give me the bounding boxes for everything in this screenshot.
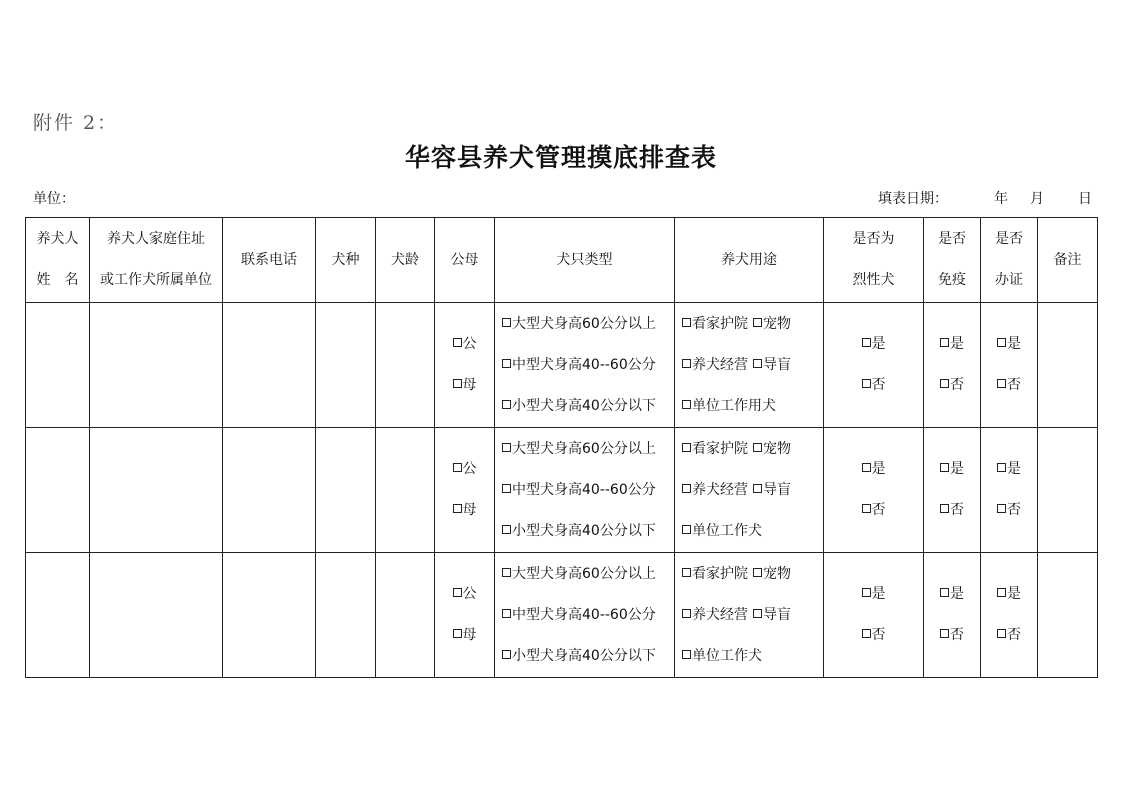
purpose-option[interactable]: 养犬经营 [682,607,748,623]
purpose-option[interactable]: 看家护院 [682,566,748,582]
vaccinated-yes-checkbox[interactable]: 是 [924,449,980,490]
date-label: 填表日期： [878,191,948,207]
checkbox-icon[interactable] [453,504,462,513]
licensed-cell [981,428,1038,553]
purpose-line [682,345,823,386]
vaccinated-no-checkbox[interactable]: 否 [924,615,980,656]
checkbox-icon[interactable] [453,629,462,638]
purpose-option[interactable]: 养犬经营 [682,357,748,373]
checkbox-icon[interactable] [502,359,511,368]
aggressive-no-checkbox[interactable]: 否 [824,490,923,531]
checkbox-icon[interactable] [997,463,1006,472]
checkbox-icon[interactable] [502,443,511,452]
checkbox-icon[interactable] [682,650,691,659]
aggressive-no-checkbox[interactable]: 否 [824,615,923,656]
purpose-option[interactable]: 养犬经营 [682,482,748,498]
purpose-line [682,386,823,427]
vaccinated-yes-checkbox[interactable]: 是 [924,574,980,615]
sex-male-checkbox[interactable]: 公 [435,574,494,615]
checkbox-icon[interactable] [862,588,871,597]
date-line [878,188,1092,208]
address-cell[interactable] [90,303,223,428]
checkbox-icon[interactable] [753,484,762,493]
age-cell[interactable] [376,553,435,678]
checkbox-icon[interactable] [862,379,871,388]
address-cell[interactable] [90,553,223,678]
type-medium-checkbox[interactable]: 中型犬身高40--60公分 [502,470,674,511]
checkbox-icon[interactable] [502,525,511,534]
dog-type-cell [495,553,675,678]
purpose-cell [675,428,824,553]
dog-type-cell [495,428,675,553]
purpose-option[interactable]: 单位工作用犬 [682,398,776,414]
aggressive-cell [824,553,924,678]
form-title: 华容县养犬管理摸底排查表 [404,143,717,172]
purpose-option[interactable]: 单位工作犬 [682,648,762,664]
vaccinated-cell [924,303,981,428]
licensed-yes-checkbox[interactable]: 是 [981,449,1037,490]
table-row [26,553,1098,678]
checkbox-icon[interactable] [682,443,691,452]
type-small-checkbox[interactable]: 小型犬身高40公分以下 [502,386,674,427]
checkbox-icon[interactable] [502,484,511,493]
sex-female-checkbox[interactable]: 母 [435,490,494,531]
purpose-option[interactable]: 看家护院 [682,441,748,457]
checkbox-icon[interactable] [453,588,462,597]
col-sex: 公母 [435,218,495,303]
checkbox-icon[interactable] [862,338,871,347]
phone-cell[interactable] [223,428,316,553]
phone-cell[interactable] [223,553,316,678]
survey-table [25,217,1098,678]
purpose-option[interactable]: 导盲 [753,357,791,373]
licensed-yes-checkbox[interactable]: 是 [981,324,1037,365]
col-breed: 犬种 [316,218,376,303]
licensed-yes-checkbox[interactable]: 是 [981,574,1037,615]
checkbox-icon[interactable] [682,318,691,327]
purpose-cell [675,553,824,678]
licensed-no-checkbox[interactable]: 否 [981,490,1037,531]
type-large-checkbox[interactable]: 大型犬身高60公分以上 [502,554,674,595]
attachment-label: 附件 2： [33,112,119,134]
aggressive-no-checkbox[interactable]: 否 [824,365,923,406]
breed-cell[interactable] [316,553,376,678]
month-label: 月 [1030,191,1044,207]
type-large-checkbox[interactable]: 大型犬身高60公分以上 [502,304,674,345]
sex-male-checkbox[interactable]: 公 [435,324,494,365]
purpose-cell [675,303,824,428]
checkbox-icon[interactable] [997,338,1006,347]
type-small-checkbox[interactable]: 小型犬身高40公分以下 [502,636,674,677]
type-small-checkbox[interactable]: 小型犬身高40公分以下 [502,511,674,552]
checkbox-icon[interactable] [940,338,949,347]
checkbox-icon[interactable] [997,379,1006,388]
checkbox-icon[interactable] [940,379,949,388]
checkbox-icon[interactable] [453,379,462,388]
purpose-option[interactable]: 宠物 [753,316,791,332]
checkbox-icon[interactable] [997,629,1006,638]
vaccinated-cell [924,428,981,553]
vaccinated-cell [924,553,981,678]
type-large-checkbox[interactable]: 大型犬身高60公分以上 [502,429,674,470]
col-dog-type: 犬只类型 [495,218,675,303]
owner-name-cell[interactable] [26,303,90,428]
checkbox-icon[interactable] [682,525,691,534]
purpose-option[interactable]: 宠物 [753,441,791,457]
aggressive-yes-checkbox[interactable]: 是 [824,324,923,365]
vaccinated-yes-checkbox[interactable]: 是 [924,324,980,365]
unit-label: 单位： [33,191,75,207]
type-medium-checkbox[interactable]: 中型犬身高40--60公分 [502,345,674,386]
licensed-cell [981,553,1038,678]
checkbox-icon[interactable] [502,609,511,618]
checkbox-icon[interactable] [940,588,949,597]
checkbox-icon[interactable] [940,463,949,472]
col-phone: 联系电话 [223,218,316,303]
col-aggressive: 是否为 烈性犬 [824,218,924,303]
age-cell[interactable] [376,428,435,553]
checkbox-icon[interactable] [682,359,691,368]
checkbox-icon[interactable] [502,568,511,577]
checkbox-icon[interactable] [453,338,462,347]
purpose-line [682,304,823,345]
checkbox-icon[interactable] [862,463,871,472]
table-row [26,303,1098,428]
year-label: 年 [994,191,1008,207]
purpose-line [682,595,823,636]
remarks-cell[interactable] [1038,553,1098,678]
col-address: 养犬人家庭住址 或工作犬所属单位 [90,218,223,303]
day-label: 日 [1078,191,1092,207]
checkbox-icon[interactable] [940,629,949,638]
licensed-cell [981,303,1038,428]
licensed-no-checkbox[interactable]: 否 [981,365,1037,406]
aggressive-yes-checkbox[interactable]: 是 [824,574,923,615]
col-owner-name: 养犬人 姓 名 [26,218,90,303]
owner-name-cell[interactable] [26,553,90,678]
checkbox-icon[interactable] [940,504,949,513]
checkbox-icon[interactable] [682,568,691,577]
checkbox-icon[interactable] [753,609,762,618]
checkbox-icon[interactable] [682,484,691,493]
checkbox-icon[interactable] [997,504,1006,513]
col-licensed: 是否 办证 [981,218,1038,303]
sex-cell [435,428,495,553]
checkbox-icon[interactable] [862,629,871,638]
checkbox-icon[interactable] [453,463,462,472]
purpose-line [682,636,823,677]
breed-cell[interactable] [316,428,376,553]
owner-name-cell[interactable] [26,428,90,553]
age-cell[interactable] [376,303,435,428]
purpose-line [682,511,823,552]
col-purpose: 养犬用途 [675,218,824,303]
purpose-line [682,470,823,511]
licensed-no-checkbox[interactable]: 否 [981,615,1037,656]
breed-cell[interactable] [316,303,376,428]
sex-male-checkbox[interactable]: 公 [435,449,494,490]
checkbox-icon[interactable] [997,588,1006,597]
checkbox-icon[interactable] [753,318,762,327]
aggressive-yes-checkbox[interactable]: 是 [824,449,923,490]
checkbox-icon[interactable] [682,609,691,618]
table-header-row [26,218,1098,303]
checkbox-icon[interactable] [502,400,511,409]
sex-female-checkbox[interactable]: 母 [435,615,494,656]
checkbox-icon[interactable] [753,568,762,577]
sex-cell [435,303,495,428]
purpose-line [682,429,823,470]
address-cell[interactable] [90,428,223,553]
purpose-option[interactable]: 导盲 [753,482,791,498]
purpose-line [682,554,823,595]
checkbox-icon[interactable] [753,443,762,452]
checkbox-icon[interactable] [682,400,691,409]
col-remarks: 备注 [1038,218,1098,303]
purpose-option[interactable]: 导盲 [753,607,791,623]
sex-cell [435,553,495,678]
sex-female-checkbox[interactable]: 母 [435,365,494,406]
checkbox-icon[interactable] [502,650,511,659]
remarks-cell[interactable] [1038,428,1098,553]
col-age: 犬龄 [376,218,435,303]
vaccinated-no-checkbox[interactable]: 否 [924,365,980,406]
dog-type-cell [495,303,675,428]
checkbox-icon[interactable] [862,504,871,513]
purpose-option[interactable]: 看家护院 [682,316,748,332]
purpose-option[interactable]: 宠物 [753,566,791,582]
aggressive-cell [824,428,924,553]
table-row [26,428,1098,553]
type-medium-checkbox[interactable]: 中型犬身高40--60公分 [502,595,674,636]
col-vaccinated: 是否 免疫 [924,218,981,303]
checkbox-icon[interactable] [502,318,511,327]
purpose-option[interactable]: 单位工作犬 [682,523,762,539]
checkbox-icon[interactable] [753,359,762,368]
vaccinated-no-checkbox[interactable]: 否 [924,490,980,531]
phone-cell[interactable] [223,303,316,428]
remarks-cell[interactable] [1038,303,1098,428]
aggressive-cell [824,303,924,428]
